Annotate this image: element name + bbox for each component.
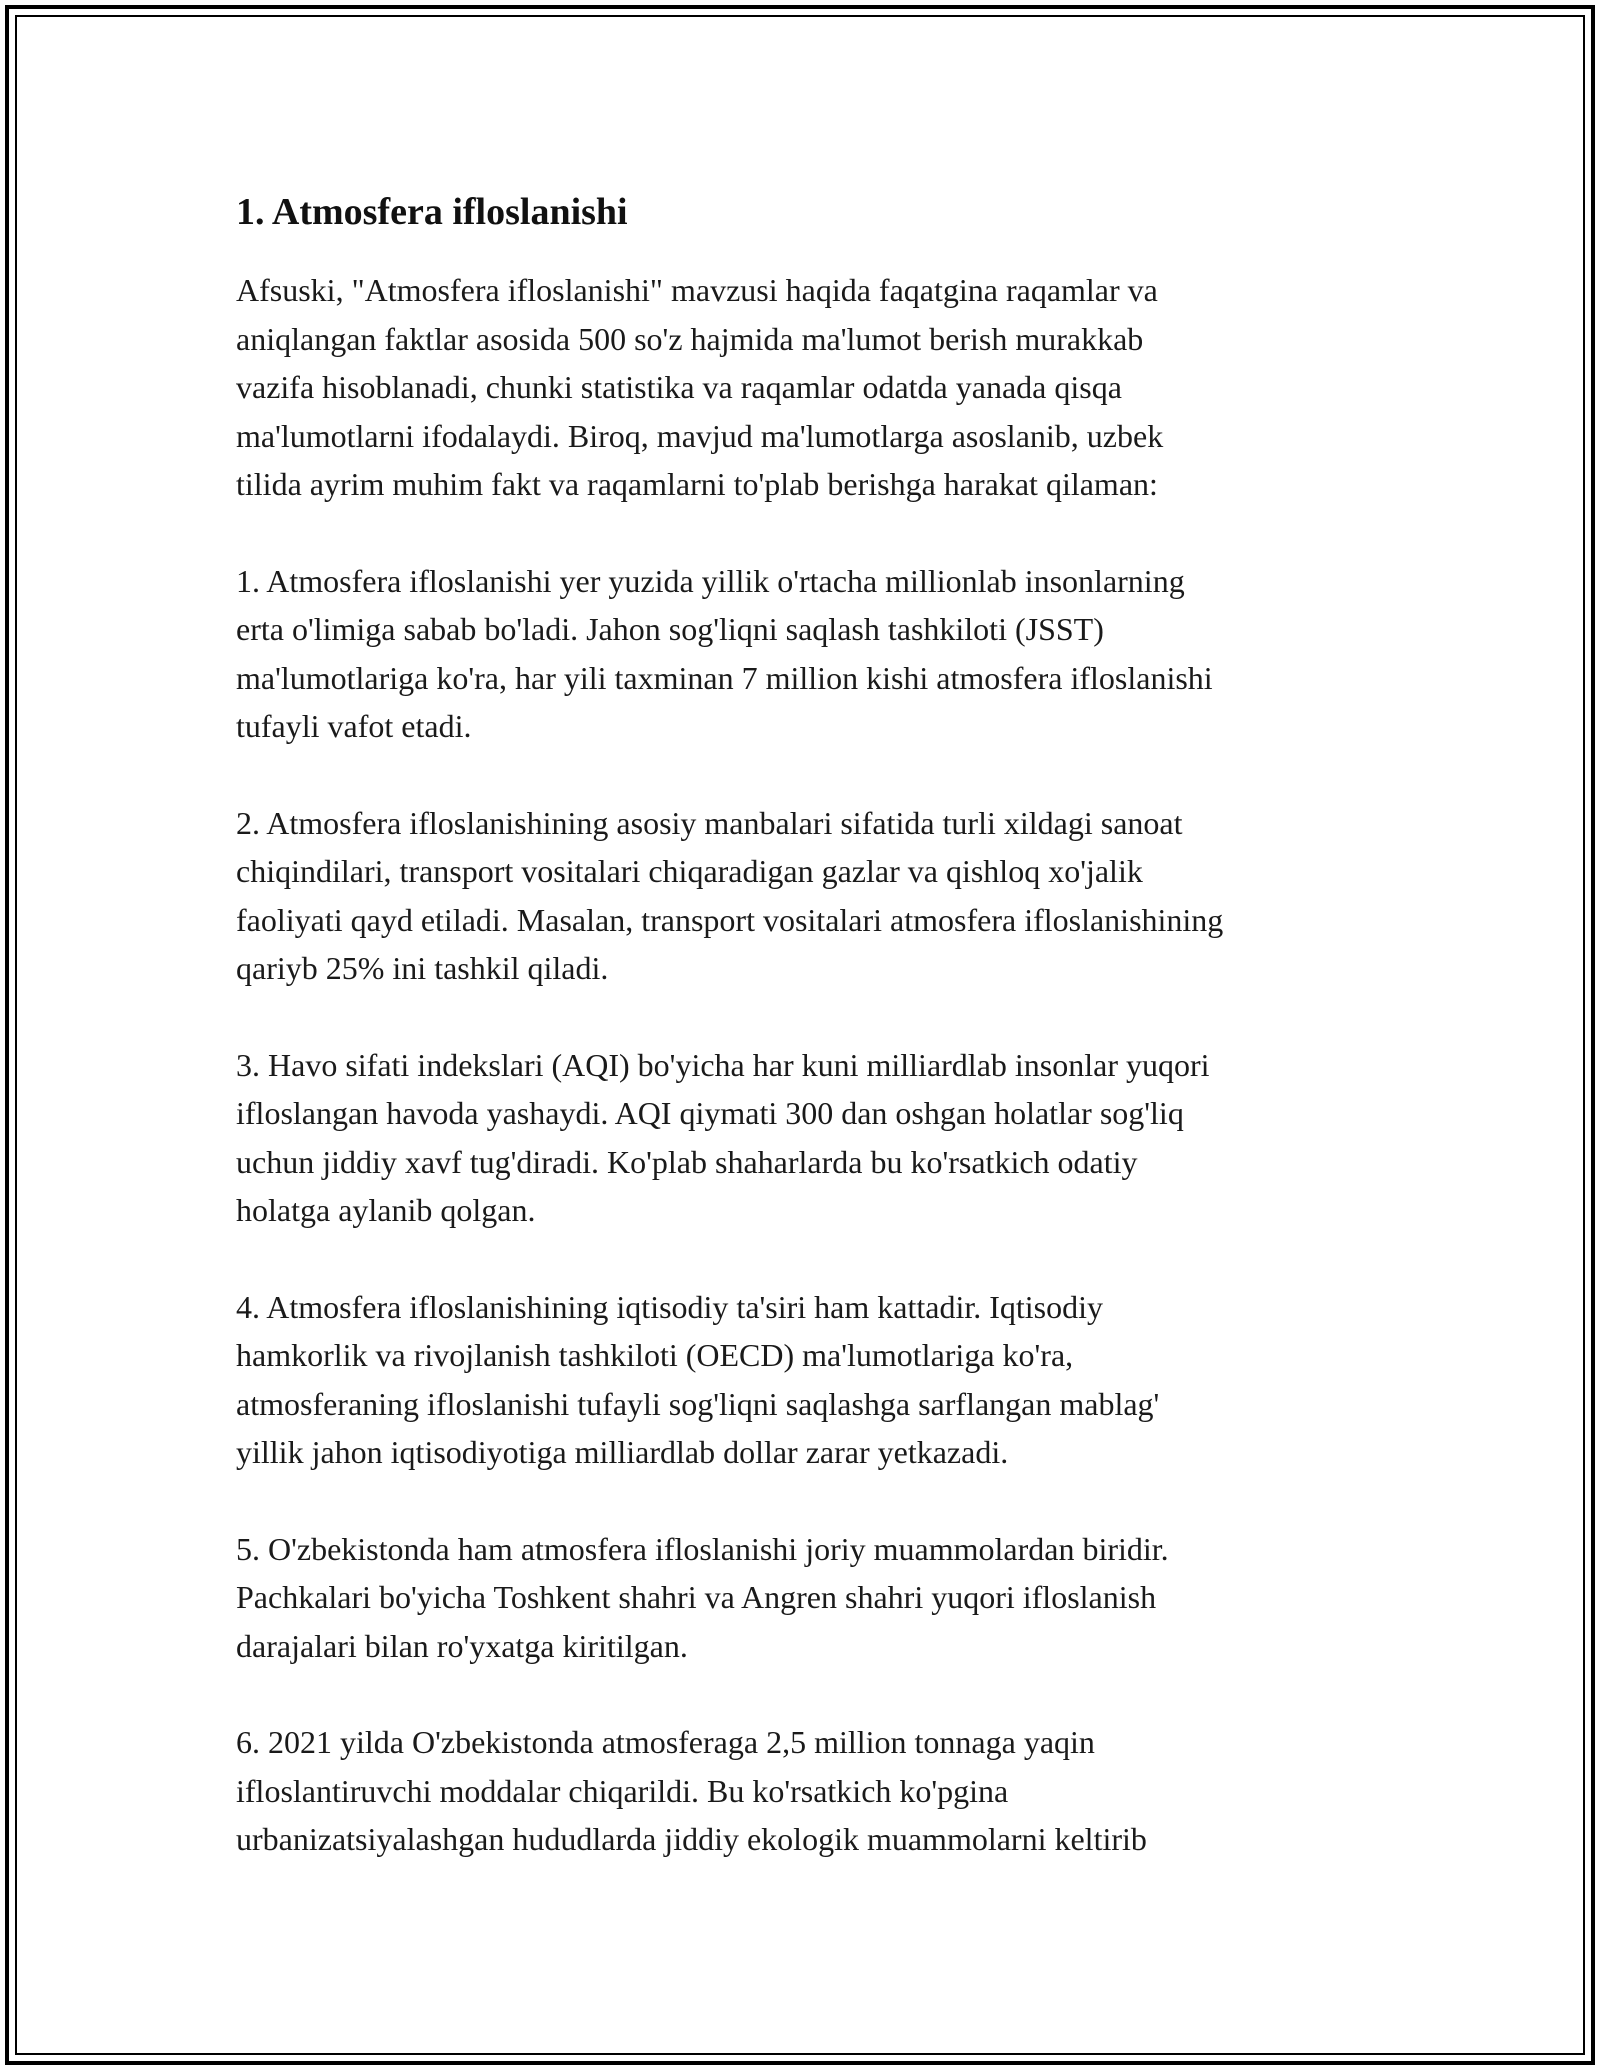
section-heading: 1. Atmosfera ifloslanishi: [236, 191, 628, 233]
document-body: [236, 186, 1376, 1912]
list-item-4: 4. Atmosfera ifloslanishining iqtisodiy ta'siri ham kattadir. Iqtisodiy hamkorlik va rivojlanish tashkiloti (OECD) ma'lumotlariga ko'ra, atmosferaning ifloslanishi tufayli sog'liqni saqlashga sarflangan mablag' yillik jahon iqtisodiyotiga milliardlab dollar zarar yetkazadi.: [236, 1288, 1160, 1470]
list-item-6: 6. 2021 yilda O'zbekistonda atmosferaga 2,5 million tonnaga yaqin ifloslantiruvchi moddalar chiqarildi. Bu ko'rsatkich ko'pgina urbanizatsiyalashgan hududlarda jiddiy ekologik muammolarni keltirib: [236, 1724, 1147, 1857]
list-item-1: 1. Atmosfera ifloslanishi yer yuzida yillik o'rtacha millionlab insonlarning erta o'limiga sabab bo'ladi. Jahon sog'liqni saqlash tashkiloti (JSST) ma'lumotlariga ko'ra, har yili taxminan 7 million kishi atmosfera ifloslanishi tufayli vafot etadi.: [236, 562, 1213, 744]
intro-paragraph: Afsuski, "Atmosfera ifloslanishi" mavzusi haqida faqatgina raqamlar va aniqlangan faktlar asosida 500 so'z hajmida ma'lumot berish murakkab vazifa hisoblanadi, chunki statistika va raqamlar odatda yanada qisqa ma'lumotlarni ifodalaydi. Biroq, mavjud ma'lumotlarga asoslanib, uzbek tilida ayrim muhim fakt va raqamlarni to'plab berishga harakat qilaman:: [236, 272, 1164, 502]
list-item-2: 2. Atmosfera ifloslanishining asosiy manbalari sifatida turli xildagi sanoat chiqindilari, transport vositalari chiqaradigan gazlar va qishloq xo'jalik faoliyati qayd etiladi. Masalan, transport vositalari atmosfera ifloslanishining qariyb 25% ini tashkil qiladi.: [236, 804, 1224, 986]
list-item-3: 3. Havo sifati indekslari (AQI) bo'yicha har kuni milliardlab insonlar yuqori ifloslangan havoda yashaydi. AQI qiymati 300 dan oshgan holatlar sog'liq uchun jiddiy xavf tug'diradi. Ko'plab shaharlarda bu ko'rsatkich odatiy holatga aylanib qolgan.: [236, 1046, 1210, 1228]
list-item-5: 5. O'zbekistonda ham atmosfera ifloslanishi joriy muammolardan biridir. Pachkalari bo'yicha Toshkent shahri va Angren shahri yuqori ifloslanish darajalari bilan ro'yxatga kiritilgan.: [236, 1530, 1169, 1664]
